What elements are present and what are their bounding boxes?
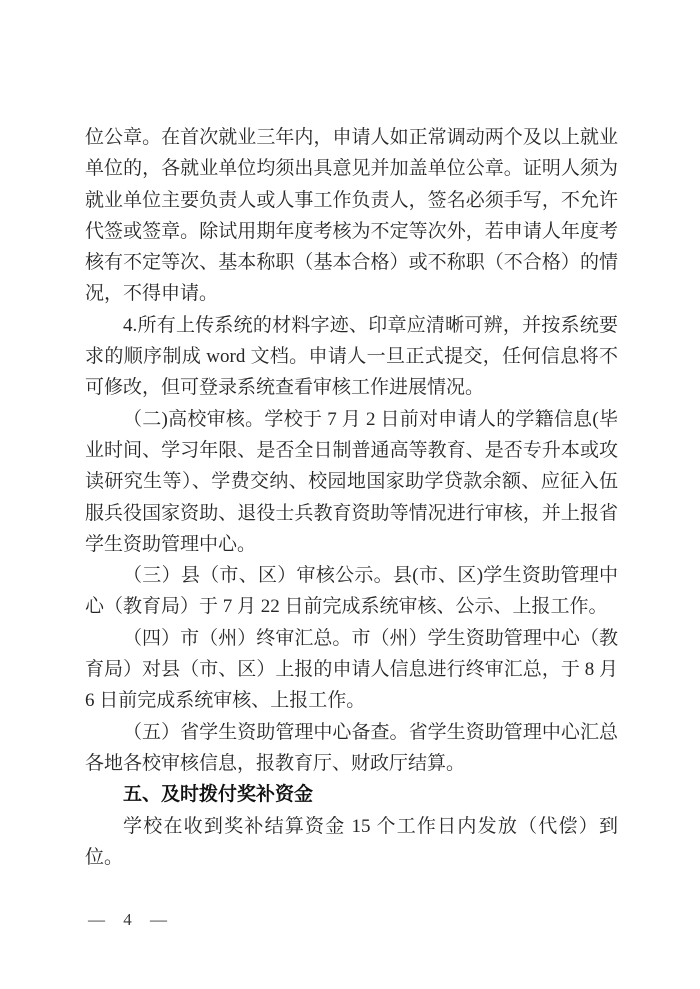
paragraph-fund-disbursement: 学校在收到奖补结算资金 15 个工作日内发放（代偿）到位。	[85, 815, 618, 868]
paragraph-item-4: 4.所有上传系统的材料字迹、印章应清晰可辨，并按系统要求的顺序制成 word 文档。申请人一旦正式提交，任何信息将不可修改，但可登录系统查看审核工作进展情况。	[85, 314, 618, 399]
paragraph-section-5-provincial-center: （五）省学生资助管理中心备查。省学生资助管理中心汇总各地各校审核信息，报教育厅、财政厅结算。	[85, 721, 618, 774]
document-body	[85, 122, 618, 873]
paragraph-section-4-city-final-review: （四）市（州）终审汇总。市（州）学生资助管理中心（教育局）对县（市、区）上报的申请人信息进行终审汇总，于 8 月 6 日前完成系统审核、上报工作。	[85, 627, 618, 712]
paragraph-section-3-county-review: （三）县（市、区）审核公示。县(市、区)学生资助管理中心（教育局）于 7 月 22 日前完成系统审核、公示、上报工作。	[85, 565, 618, 618]
paragraph-continuation: 位公章。在首次就业三年内，申请人如正常调动两个及以上就业单位的，各就业单位均须出具意见并加盖单位公章。证明人须为就业单位主要负责人或人事工作负责人，签名必须手写，不允许代签或签章。除试用期年度考核为不定等次外，若申请人年度考核有不定等次、基本称职（基本合格）或不称职（不合格）的情况，不得申请。	[85, 127, 618, 305]
section-heading-5-fund-allocation: 五、及时拨付奖补资金	[123, 784, 314, 806]
page-number: — 4 —	[88, 910, 170, 929]
paragraph-section-2-college-review: （二)高校审核。学校于 7 月 2 日前对申请人的学籍信息(毕业时间、学习年限、是否全日制普通高等教育、是否专升本或攻读研究生等）、学费交纳、校园地国家助学贷款余额、应征入伍服兵役国家资助、退役士兵教育资助等情况进行审核，并上报省学生资助管理中心。	[85, 408, 618, 555]
